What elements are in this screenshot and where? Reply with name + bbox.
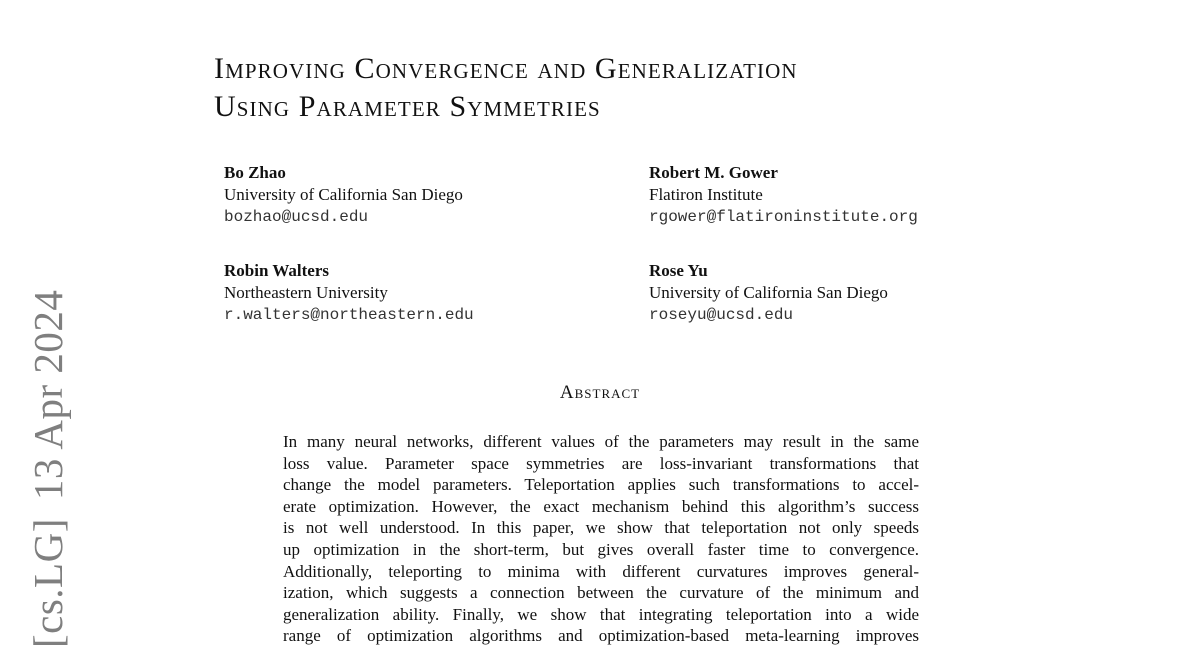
author-affiliation: Northeastern University [224,283,388,302]
paper-title-line-1: Improving Convergence and Generalization [214,52,798,85]
author-email[interactable]: rgower@flatironinstitute.org [649,208,918,226]
author-block [224,162,463,228]
abstract-line: range of optimization algorithms and optimization-based meta-learning improves [283,626,919,646]
abstract-line: ization, which suggests a connection between the curvature of the minimum and [283,583,919,603]
abstract-line: Additionally, teleporting to minima with different curvatures improves general- [283,561,919,581]
author-name: Bo Zhao [224,163,286,182]
abstract-line: is not well understood. In this paper, we show that teleportation not only speeds [283,518,919,538]
paper-title-line-2: Using Parameter Symmetries [214,90,601,123]
arxiv-identifier-stamp [24,288,72,648]
author-email[interactable]: r.walters@northeastern.edu [224,306,474,324]
abstract-body [283,431,919,647]
abstract-line: erate optimization. However, the exact mechanism behind this algorithm’s success [283,496,919,516]
abstract-line: In many neural networks, different values of the parameters may result in the same [283,432,919,451]
author-affiliation: University of California San Diego [649,283,888,302]
author-block [649,260,888,326]
arxiv-category: [cs.LG] [25,518,71,648]
paper-title [214,50,1014,126]
author-email[interactable]: bozhao@ucsd.edu [224,208,369,226]
author-name: Robert M. Gower [649,163,778,182]
author-email[interactable]: roseyu@ucsd.edu [649,306,794,324]
abstract-line: loss value. Parameter space symmetries are loss-invariant transformations that [283,453,919,473]
arxiv-date: 13 Apr 2024 [25,289,71,501]
author-affiliation: Flatiron Institute [649,185,763,204]
author-block [649,162,918,228]
author-block [224,260,474,326]
abstract-line: up optimization in the short-term, but gives overall faster time to convergence. [283,539,919,559]
author-affiliation: University of California San Diego [224,185,463,204]
author-name: Robin Walters [224,261,330,280]
author-name: Rose Yu [649,261,708,280]
abstract-line: change the model parameters. Teleportation applies such transformations to accel- [283,475,919,495]
abstract-heading: Abstract [559,382,641,403]
abstract-line: generalization ability. Finally, we show that integrating teleportation into a wide [283,604,919,624]
